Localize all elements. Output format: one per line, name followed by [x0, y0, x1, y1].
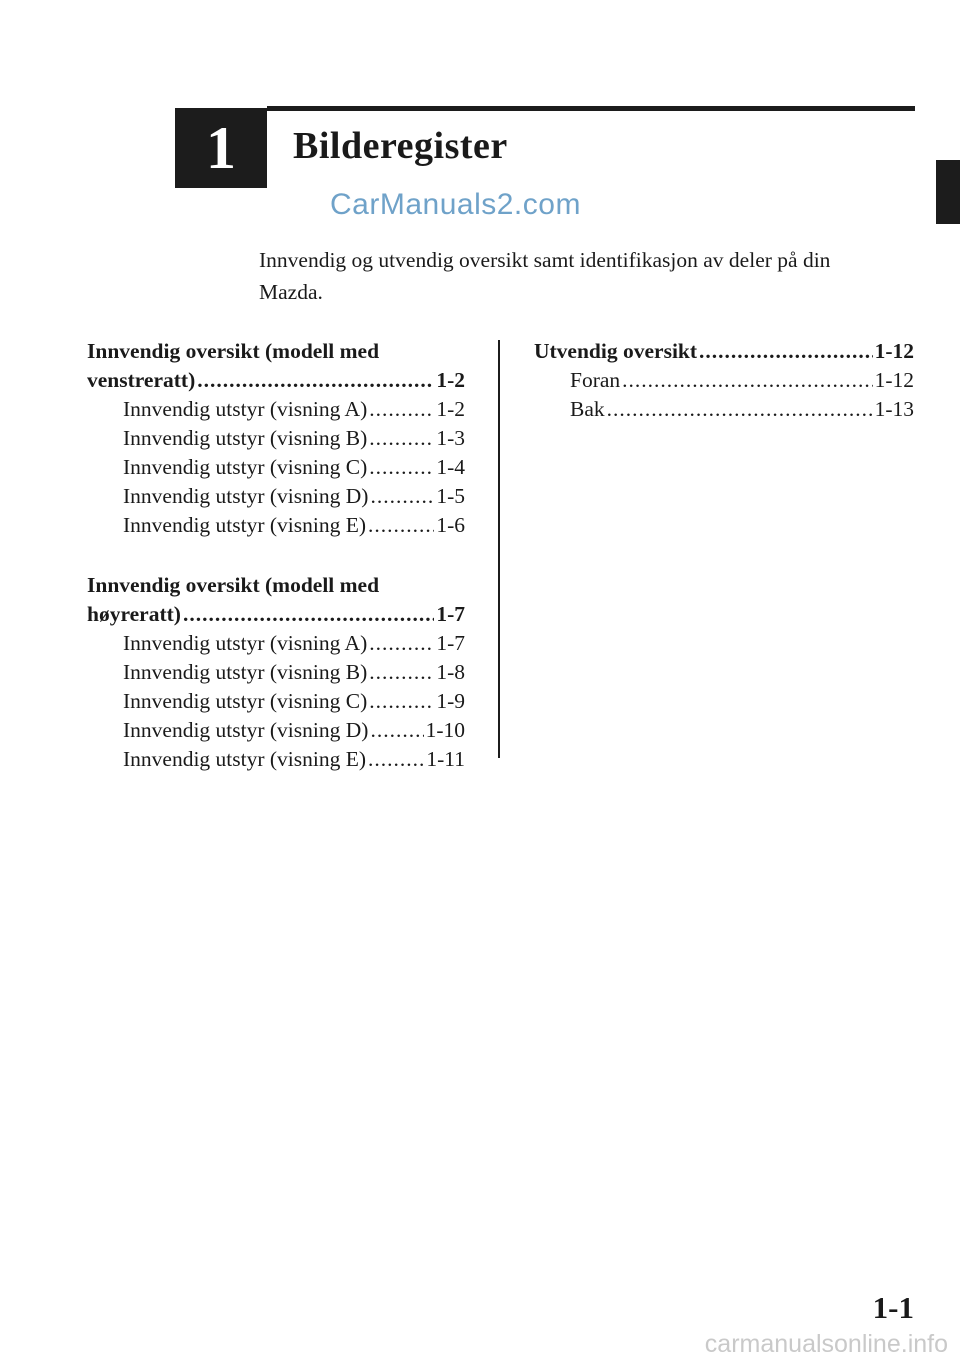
toc-leader-dots	[369, 629, 434, 658]
toc-entry[interactable]	[87, 658, 465, 687]
toc-entry[interactable]	[87, 745, 465, 774]
toc-page-ref: 1-7	[436, 631, 465, 655]
toc-entry-label: Innvendig utstyr (visning C)	[123, 455, 368, 479]
chapter-side-tab	[936, 160, 960, 224]
toc-heading-line: Innvendig oversikt (modell med	[87, 573, 380, 597]
toc-leader-dots	[368, 745, 424, 774]
toc-entry-label: Innvendig utstyr (visning E)	[123, 747, 367, 771]
toc-leader-dots	[368, 511, 434, 540]
toc-heading-label: Utvendig oversikt	[534, 339, 698, 363]
toc-heading-entry[interactable]	[87, 366, 465, 395]
toc-page-ref: 1-12	[874, 339, 914, 363]
toc-entry[interactable]	[87, 482, 465, 511]
toc-heading-line: Innvendig oversikt (modell med	[87, 339, 380, 363]
chapter-header-rule	[267, 106, 915, 111]
toc-leader-dots	[369, 687, 434, 716]
watermark-bottom: carmanualsonline.info	[704, 1330, 948, 1358]
toc-leader-dots	[699, 337, 873, 366]
toc-entry-label: Foran	[570, 368, 621, 392]
chapter-title: Bilderegister	[293, 125, 508, 167]
toc-page-ref: 1-2	[436, 368, 465, 392]
toc-entry[interactable]	[87, 453, 465, 482]
toc-group-lhd	[87, 337, 465, 540]
chapter-intro: Innvendig og utvendig oversikt samt identifikasjon av deler på din Mazda.	[259, 248, 831, 304]
toc-leader-dots	[622, 366, 872, 395]
toc-page-ref: 1-9	[436, 689, 465, 713]
toc-page-ref: 1-10	[425, 718, 465, 742]
toc-entry-label: Innvendig utstyr (visning A)	[123, 397, 368, 421]
toc-page-ref: 1-8	[436, 660, 465, 684]
toc-page-ref: 1-13	[874, 397, 914, 421]
toc-leader-dots	[369, 453, 434, 482]
toc-entry-label: Innvendig utstyr (visning E)	[123, 513, 367, 537]
toc-page-ref: 1-6	[436, 513, 465, 537]
toc-heading-label: venstreratt)	[87, 368, 196, 392]
toc-entry-label: Innvendig utstyr (visning D)	[123, 718, 369, 742]
watermark-top: CarManuals2.com	[330, 188, 581, 221]
toc-page-ref: 1-2	[436, 397, 465, 421]
toc-leader-dots	[369, 424, 434, 453]
toc-leader-dots	[369, 658, 434, 687]
toc-page-ref: 1-12	[874, 368, 914, 392]
toc-entry[interactable]	[87, 629, 465, 658]
toc-entry[interactable]	[534, 395, 914, 424]
toc-entry-label: Innvendig utstyr (visning D)	[123, 484, 369, 508]
toc-entry[interactable]	[87, 511, 465, 540]
toc-entry-label: Bak	[570, 397, 605, 421]
toc-entry-label: Innvendig utstyr (visning B)	[123, 426, 368, 450]
toc-heading-entry[interactable]	[534, 337, 914, 366]
toc-page-ref: 1-5	[436, 484, 465, 508]
toc-page-ref: 1-3	[436, 426, 465, 450]
toc-heading-label: høyreratt)	[87, 602, 181, 626]
toc-entry-label: Innvendig utstyr (visning C)	[123, 689, 368, 713]
toc-entry[interactable]	[87, 687, 465, 716]
toc-leader-dots	[370, 482, 434, 511]
toc-group-rhd	[87, 571, 465, 774]
toc-leader-dots	[369, 395, 434, 424]
toc-leader-dots	[370, 716, 423, 745]
toc-leader-dots	[183, 600, 434, 629]
toc-heading-entry[interactable]	[87, 600, 465, 629]
toc-entry[interactable]	[87, 395, 465, 424]
toc-left-column	[87, 337, 465, 805]
column-divider	[498, 340, 500, 758]
toc-entry[interactable]	[87, 424, 465, 453]
toc-leader-dots	[197, 366, 434, 395]
toc-page-ref: 1-11	[426, 747, 465, 771]
chapter-number: 1	[206, 114, 236, 181]
toc-page-ref: 1-4	[436, 455, 465, 479]
toc-entry-label: Innvendig utstyr (visning A)	[123, 631, 368, 655]
chapter-number-box	[175, 108, 267, 188]
page-number: 1-1	[872, 1290, 914, 1325]
toc-page-ref: 1-7	[436, 602, 465, 626]
toc-right-column	[534, 337, 914, 424]
toc-entry[interactable]	[534, 366, 914, 395]
toc-leader-dots	[607, 395, 873, 424]
toc-entry[interactable]	[87, 716, 465, 745]
toc-entry-label: Innvendig utstyr (visning B)	[123, 660, 368, 684]
